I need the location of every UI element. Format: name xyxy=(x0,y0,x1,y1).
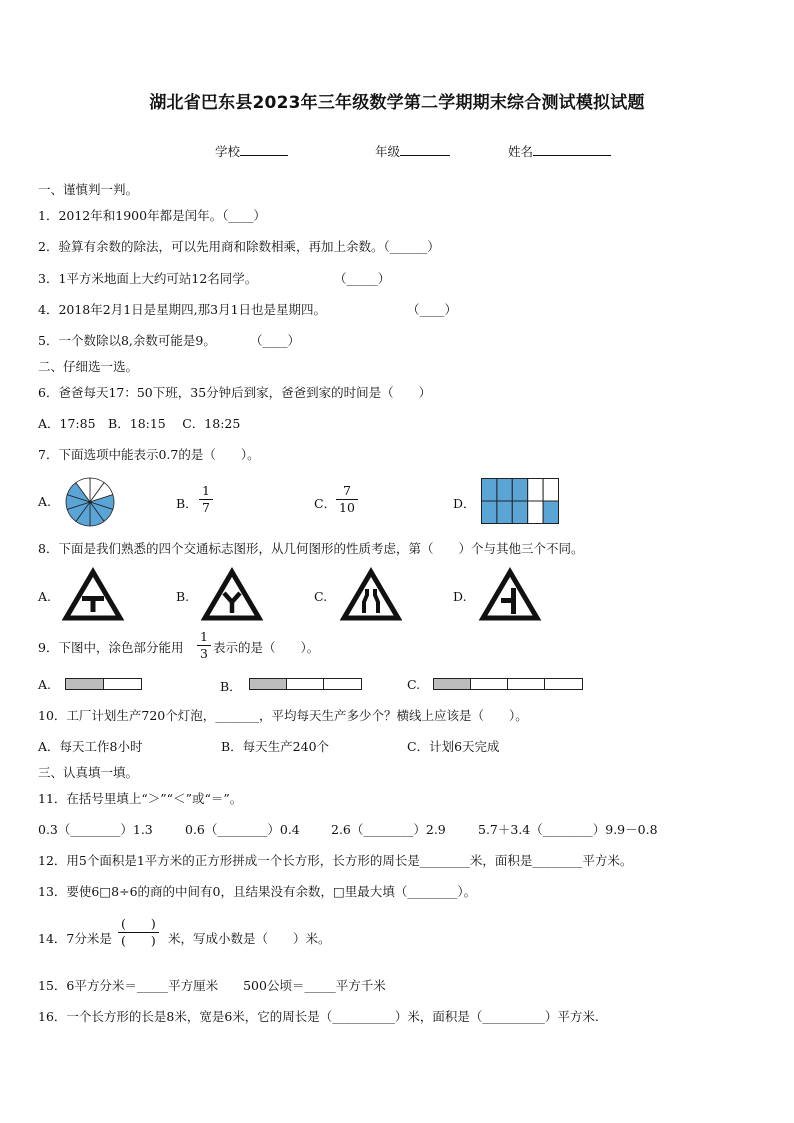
question-3-answer: （_____） xyxy=(334,271,391,286)
name-label: 姓名 xyxy=(508,144,534,159)
q7-option-a-label: A. xyxy=(38,494,52,509)
q9-option-c-label: C. xyxy=(407,677,421,692)
q10-option-b: B．每天生产240个 xyxy=(221,739,330,754)
question-7: 7．下面选项中能表示0.7的是（ ）。 xyxy=(38,447,260,462)
q7-option-b-label: B． xyxy=(176,496,198,511)
section-3-heading: 三、认真填一填。 xyxy=(38,765,139,780)
q10-option-a: A．每天工作8小时 xyxy=(38,739,143,754)
grid-cell xyxy=(497,501,512,524)
q9-option-a-bar xyxy=(65,678,142,690)
bar-segment xyxy=(324,679,361,689)
y-junction-sign-icon xyxy=(202,569,262,621)
grid-cell xyxy=(482,479,497,502)
grade-blank[interactable] xyxy=(400,143,450,156)
grid-cell xyxy=(512,479,527,502)
side-road-sign-icon xyxy=(480,569,540,621)
page-title: 湖北省巴东县2023年三年级数学第二学期期末综合测试模拟试题 xyxy=(149,93,645,113)
fraction-denominator: 3 xyxy=(197,645,211,661)
question-10: 10．工厂计划生产720个灯泡，_______，平均每天生产多少个？横线上应该是（ ）。 xyxy=(38,708,528,723)
name-field xyxy=(508,142,611,160)
question-6-options: A．17:85 B．18:15 C．18:25 xyxy=(38,416,241,431)
bar-segment xyxy=(104,679,141,689)
q8-option-c-label: C. xyxy=(314,589,328,604)
question-8: 8．下面是我们熟悉的四个交通标志图形，从几何图形的性质考虑，第（ ）个与其他三个不同。 xyxy=(38,541,584,556)
grade-label: 年级 xyxy=(375,144,401,159)
q7-option-d-label: D． xyxy=(453,496,476,511)
fraction-numerator: 1 xyxy=(200,629,208,644)
q11-item-4: 5.7＋3.4（________）9.9－0.8 xyxy=(478,822,658,837)
bar-segment xyxy=(545,679,582,689)
question-1: 1．2012年和1900年都是闰年。（____） xyxy=(38,208,266,223)
grid-cell xyxy=(528,479,543,502)
grid-cell xyxy=(497,479,512,502)
q8-option-b-label: B. xyxy=(176,589,190,604)
bar-segment xyxy=(287,679,324,689)
q8-option-a-label: A. xyxy=(38,589,52,604)
section-1-heading: 一、谨慎判一判。 xyxy=(38,182,139,197)
fraction-denominator[interactable]: ( ) xyxy=(118,932,159,948)
q9-option-a-label: A. xyxy=(38,677,52,692)
q14-fraction xyxy=(118,917,159,948)
narrow-road-sign-icon xyxy=(341,569,401,621)
q9-fraction xyxy=(197,630,211,661)
bar-segment xyxy=(508,679,545,689)
question-5: 5．一个数除以8,余数可能是9。 xyxy=(38,333,216,348)
section-2-heading: 二、仔细选一选。 xyxy=(38,359,139,374)
q7-option-a-circle-figure xyxy=(65,477,115,527)
q8-option-d-label: D. xyxy=(453,589,467,604)
school-label: 学校 xyxy=(215,144,241,159)
t-junction-sign-icon xyxy=(63,569,123,621)
question-15: 15．6平方分米＝_____平方厘米 500公顷＝_____平方千米 xyxy=(38,978,386,993)
q7-option-d-grid-figure xyxy=(481,478,559,524)
q10-option-c: C．计划6天完成 xyxy=(407,739,500,754)
question-6: 6．爸爸每天17：50下班，35分钟后到家，爸爸到家的时间是（ ） xyxy=(38,385,432,400)
name-blank[interactable] xyxy=(533,143,611,156)
school-field xyxy=(215,142,288,160)
question-14-rest: 米，写成小数是（ ）米。 xyxy=(168,931,331,946)
grade-field xyxy=(375,142,450,160)
q9-option-b-label: B． xyxy=(220,679,242,694)
q7-option-c-label: C． xyxy=(314,496,337,511)
fraction-numerator[interactable]: ( ) xyxy=(121,916,156,931)
q9-option-b-bar xyxy=(249,678,362,690)
question-13: 13．要使6□8÷6的商的中间有0，且结果没有余数，□里最大填（________）。 xyxy=(38,884,477,899)
grid-cell xyxy=(543,501,558,524)
q11-item-1: 0.3（________）1.3 xyxy=(38,822,153,837)
school-blank[interactable] xyxy=(240,143,288,156)
fraction-numerator: 1 xyxy=(202,483,210,498)
grid-cell xyxy=(543,479,558,502)
question-16: 16．一个长方形的长是8米，宽是6米，它的周长是（__________）米，面积是（__________）平方米. xyxy=(38,1009,599,1024)
bar-segment-shaded xyxy=(250,679,287,689)
q11-item-3: 2.6（________）2.9 xyxy=(331,822,446,837)
grid-cell xyxy=(512,501,527,524)
grid-cell xyxy=(482,501,497,524)
question-2: 2．验算有余数的除法，可以先用商和除数相乘，再加上余数。（______） xyxy=(38,239,440,254)
fraction-denominator: 7 xyxy=(199,499,213,515)
question-9: 9．下图中，涂色部分能用 xyxy=(38,640,184,655)
question-11: 11．在括号里填上“＞”“＜”或“＝”。 xyxy=(38,791,243,806)
fraction-numerator: 7 xyxy=(342,483,351,498)
fraction-denominator: 10 xyxy=(336,499,358,515)
question-12: 12．用5个面积是1平方米的正方形拼成一个长方形，长方形的周长是________米，面积是________平方米。 xyxy=(38,853,633,868)
q11-item-2: 0.6（________）0.4 xyxy=(185,822,300,837)
question-3: 3．1平方米地面上大约可站12名同学。 xyxy=(38,271,258,286)
question-4: 4．2018年2月1日是星期四,那3月1日也是星期四。 xyxy=(38,302,327,317)
question-4-answer: （____） xyxy=(407,302,458,317)
bar-segment-shaded xyxy=(66,679,104,689)
question-9-rest: 表示的是（ ）。 xyxy=(213,640,320,655)
grid-cell xyxy=(528,501,543,524)
q7-option-b-fraction xyxy=(199,484,213,515)
question-14: 14．7分米是 xyxy=(38,931,112,946)
bar-segment xyxy=(471,679,508,689)
q7-option-c-fraction xyxy=(336,484,358,515)
q9-option-c-bar xyxy=(433,678,583,690)
question-5-answer: （____） xyxy=(250,333,301,348)
bar-segment-shaded xyxy=(434,679,471,689)
